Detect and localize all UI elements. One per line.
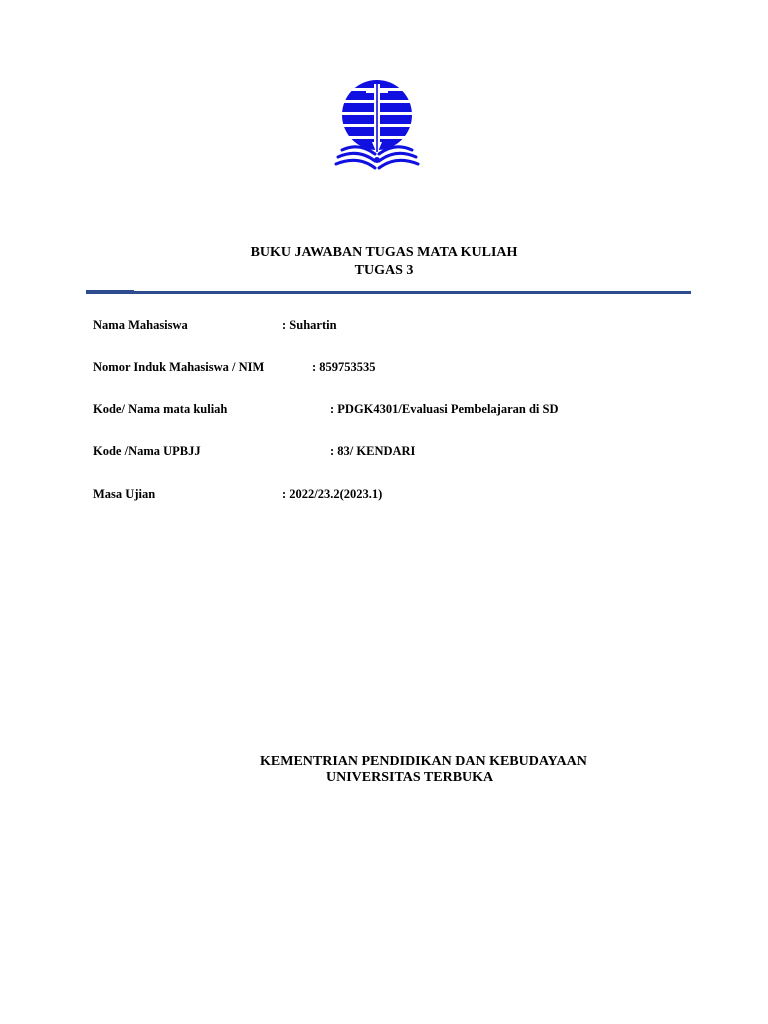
footer-ministry: KEMENTRIAN PENDIDIKAN DAN KEBUDAYAAN [260,754,587,769]
header-divider-accent [86,290,134,291]
header-divider [86,291,691,294]
field-label: Kode /Nama UPBJJ [93,444,201,458]
field-label: Nomor Induk Mahasiswa / NIM [93,360,265,374]
footer-university: UNIVERSITAS TERBUKA [326,770,494,785]
document-subtitle: TUGAS 3 [354,263,414,278]
field-label: Masa Ujian [93,487,156,501]
document-title: BUKU JAWABAN TUGAS MATA KULIAH [250,245,518,260]
field-value: : PDGK4301/Evaluasi Pembelajaran di SD [330,402,559,416]
field-label: Kode/ Nama mata kuliah [93,402,228,416]
university-logo-icon [334,80,420,172]
field-label: Nama Mahasiswa [93,318,188,332]
field-value: : 859753535 [312,360,376,374]
field-value: : 83/ KENDARI [330,444,416,458]
field-value: : 2022/23.2(2023.1) [282,487,383,501]
field-value: : Suhartin [282,318,337,332]
document-title-block [0,244,768,280]
